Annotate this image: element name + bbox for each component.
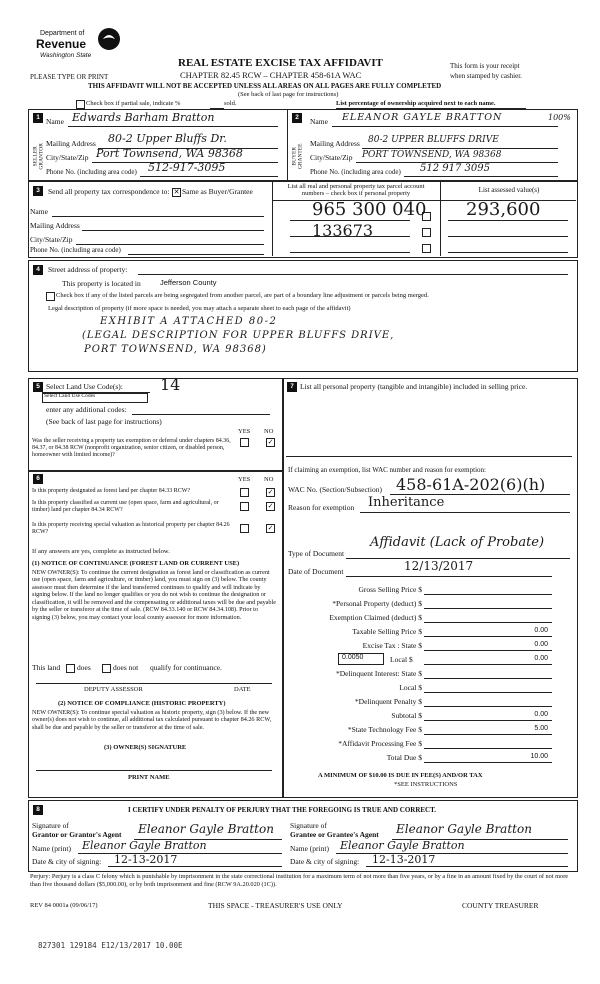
local-rate: 0.0050 bbox=[342, 654, 364, 661]
notice-compliance-title: (2) NOTICE OF COMPLIANCE (HISTORIC PROPERTY) bbox=[58, 700, 226, 707]
partial-sold: sold. bbox=[224, 100, 237, 107]
buyer-mailing[interactable]: 80-2 UPPER BLUFFS DRIVE bbox=[368, 135, 499, 145]
sec5-see-back: (See back of last page for instructions) bbox=[46, 417, 162, 426]
seller-name-label: Name bbox=[46, 117, 64, 126]
sec6-q3: Is this property receiving special valuation as historical property per chapter 84.26 RCW? bbox=[32, 522, 230, 535]
receipt-2: when stamped by cashier. bbox=[450, 72, 522, 80]
grantor-print[interactable]: Eleanor Gayle Bratton bbox=[82, 839, 207, 852]
dor-logo bbox=[36, 30, 126, 70]
land-does-not-checkbox[interactable] bbox=[102, 664, 111, 673]
section-4-badge: 4 bbox=[33, 265, 43, 275]
parcel-3-personal-checkbox[interactable] bbox=[422, 244, 431, 253]
qualify-label: qualify for continuance. bbox=[150, 663, 222, 672]
land-use-value[interactable]: 14 bbox=[160, 375, 181, 394]
wac-label: WAC No. (Section/Subsection) bbox=[288, 485, 382, 494]
delinq-penalty-label: *Delinquent Penalty $ bbox=[354, 697, 422, 706]
print-name-label: PRINT NAME bbox=[128, 774, 170, 781]
form-title: REAL ESTATE EXCISE TAX AFFIDAVIT bbox=[178, 57, 383, 69]
sec6-no: NO bbox=[264, 476, 274, 483]
partial-sale-label: Check box if partial sale, indicate % bbox=[86, 100, 181, 107]
grantee-sig-label-2: Grantee or Grantee's Agent bbox=[290, 830, 379, 839]
exemption-label: If claiming an exemption, list WAC number and reason for exemption: bbox=[288, 466, 486, 474]
form-notice: THIS AFFIDAVIT WILL NOT BE ACCEPTED UNLESS ALL AREAS ON ALL PAGES ARE FULLY COMPLETED bbox=[88, 82, 442, 90]
county-treasurer: COUNTY TREASURER bbox=[462, 901, 539, 910]
section-2-badge: 2 bbox=[292, 113, 302, 123]
grantor-print-label: Name (print) bbox=[32, 844, 71, 853]
legal-line-3[interactable]: PORT TOWNSEND, WA 98368) bbox=[84, 344, 267, 355]
sec6-q2-no[interactable]: ✓ bbox=[267, 502, 274, 510]
cashier-stamp: 827301 129184 E12/13/2017 10.00E bbox=[38, 941, 183, 950]
see-back: (See back of last page for instructions) bbox=[238, 91, 339, 98]
dor-logo-line3: Washington State bbox=[40, 52, 92, 59]
minimum-note-2: *SEE INSTRUCTIONS bbox=[394, 781, 458, 788]
total-value[interactable]: 10.00 bbox=[530, 753, 548, 760]
section-6-badge: 6 bbox=[33, 474, 43, 484]
receipt-1: This form is your receipt bbox=[450, 62, 520, 70]
grantee-signature[interactable]: Eleanor Gayle Bratton bbox=[396, 822, 532, 836]
segregated-checkbox[interactable] bbox=[46, 292, 55, 301]
deputy-date-label: DATE bbox=[234, 686, 251, 693]
section-3-badge: 3 bbox=[33, 186, 43, 196]
list-pct-note: List percentage of ownership acquired next to each name. bbox=[336, 100, 496, 107]
sec5-q1-no[interactable]: ✓ bbox=[267, 438, 274, 446]
assessed-1[interactable]: 293,600 bbox=[466, 199, 541, 220]
owner-signature-title: (3) OWNER(S) SIGNATURE bbox=[104, 744, 187, 751]
wac-value[interactable]: 458-61A-202(6)(h) bbox=[396, 475, 546, 494]
parcel-2-personal-checkbox[interactable] bbox=[422, 228, 431, 237]
legal-label: Legal description of property (if more space is needed, you may attach a separate sheet to each page of the affidavit) bbox=[48, 305, 351, 312]
grantee-print[interactable]: Eleanor Gayle Bratton bbox=[340, 839, 465, 852]
tech-fee-value[interactable]: 5.00 bbox=[534, 725, 548, 732]
land-use-select-text: Select Land Use Codes bbox=[44, 393, 96, 399]
notice-compliance-body: NEW OWNER(S): To continue special valuation as historic property, sign (3) below. If the new owner(s) does not wish to continue, all additional tax calculated pursuant to chapter 84.26 RCW, shall be due and payable by the seller or transferor at the time of sale. bbox=[32, 709, 272, 731]
buyer-phone[interactable]: 512 917 3095 bbox=[420, 163, 490, 174]
sec6-if-yes: If any answers are yes, complete as instructed below. bbox=[32, 548, 170, 555]
sec5-no: NO bbox=[264, 428, 274, 435]
land-does-not-label: does not bbox=[113, 663, 139, 672]
land-does-checkbox[interactable] bbox=[66, 664, 75, 673]
subtotal-label: Subtotal $ bbox=[391, 711, 422, 720]
subtotal-value[interactable]: 0.00 bbox=[534, 711, 548, 718]
parcel-2[interactable]: 133673 bbox=[312, 221, 374, 240]
grantor-signature[interactable]: Eleanor Gayle Bratton bbox=[138, 822, 274, 836]
grantor-sig-label-1: Signature of bbox=[32, 821, 69, 830]
buyer-side-label: BUYER GRANTEE bbox=[291, 143, 304, 170]
seller-mailing-label: Mailing Address bbox=[46, 139, 96, 148]
street-label: Street address of property: bbox=[48, 265, 128, 274]
reason-value[interactable]: Inheritance bbox=[368, 495, 445, 510]
treasurer-space: THIS SPACE - TREASURER'S USE ONLY bbox=[208, 901, 343, 910]
legal-line-2[interactable]: (LEGAL DESCRIPTION FOR UPPER BLUFFS DRIVE, bbox=[82, 330, 395, 341]
taxable-label: Taxable Selling Price $ bbox=[352, 627, 422, 636]
notice-continuance-title: (1) NOTICE OF CONTINUANCE (FOREST LAND OR CURRENT USE) bbox=[32, 560, 240, 567]
form-chapter: CHAPTER 82.45 RCW – CHAPTER 458-61A WAC bbox=[180, 70, 362, 80]
excise-value[interactable]: 0.00 bbox=[534, 641, 548, 648]
buyer-city[interactable]: PORT TOWNSEND, WA 98368 bbox=[362, 150, 502, 160]
sec3-mailing-label: Mailing Address bbox=[30, 221, 80, 230]
doc-type-value[interactable]: Affidavit (Lack of Probate) bbox=[370, 535, 545, 550]
land-use-label: Select Land Use Code(s): bbox=[46, 382, 123, 391]
grantee-date[interactable]: 12-13-2017 bbox=[372, 853, 436, 866]
seller-side-label: SELLER GRANTOR bbox=[32, 143, 45, 170]
sec6-q1-no[interactable]: ✓ bbox=[267, 488, 274, 496]
legal-line-1[interactable]: EXHIBIT A ATTACHED 80-2 bbox=[100, 316, 278, 327]
total-label: Total Due $ bbox=[386, 753, 422, 762]
sec5-yes: YES bbox=[238, 428, 251, 435]
sec3-city-label: City/State/Zip bbox=[30, 235, 73, 244]
seller-phone-label: Phone No. (including area code) bbox=[46, 168, 137, 176]
grantor-date[interactable]: 12-13-2017 bbox=[114, 853, 178, 866]
sec3-phone-label: Phone No. (including area code) bbox=[30, 246, 121, 254]
assessed-header: List assessed value(s) bbox=[478, 186, 540, 194]
section-8-badge: 8 bbox=[33, 805, 43, 815]
personal-label: *Personal Property (deduct) $ bbox=[332, 599, 422, 608]
delinq-local-label: Local $ bbox=[399, 683, 422, 692]
rev-number: REV 84 0001a (09/06/17) bbox=[30, 902, 98, 909]
please-type: PLEASE TYPE OR PRINT bbox=[30, 73, 109, 81]
sec6-q1-yes[interactable] bbox=[240, 488, 249, 497]
buyer-name-label: Name bbox=[310, 117, 328, 126]
grantor-date-label: Date & city of signing: bbox=[32, 857, 102, 866]
land-does-label: does bbox=[77, 663, 91, 672]
buyer-mailing-label: Mailing Address bbox=[310, 139, 360, 148]
same-as-buyer-label: Same as Buyer/Grantee bbox=[182, 187, 253, 196]
sec6-q1: Is this property designated as forest land per chapter 84.33 RCW? bbox=[32, 488, 191, 494]
dor-logo-mark-icon bbox=[96, 26, 122, 52]
sec5-q1: Was the seller receiving a property tax exemption or deferral under chapters 84.36, 84.37, or 84.38 RCW (nonprofit organization, senior citizen, or disabled person, homeowner with limited income)? bbox=[32, 438, 231, 458]
segregated-label: Check box if any of the listed parcels are being segregated from another parcel, are part of a boundary line adjustment or parcels being merged. bbox=[56, 292, 429, 299]
located-label: This property is located in bbox=[62, 279, 141, 288]
grantee-print-label: Name (print) bbox=[290, 844, 329, 853]
this-land-label: This land bbox=[32, 663, 61, 672]
doc-date-label: Date of Document bbox=[288, 567, 344, 576]
list-personal-label: List all personal property (tangible and intangible) included in selling price. bbox=[300, 382, 528, 391]
buyer-phone-label: Phone No. (including area code) bbox=[310, 168, 401, 176]
sec5-q1-yes[interactable] bbox=[240, 438, 249, 447]
tech-fee-label: *State Technology Fee $ bbox=[347, 725, 422, 734]
dor-logo-line1: Department of bbox=[40, 30, 85, 37]
seller-name[interactable]: Edwards Barham Bratton bbox=[72, 111, 215, 124]
gross-label: Gross Selling Price $ bbox=[358, 585, 422, 594]
deputy-assessor-label: DEPUTY ASSESSOR bbox=[84, 686, 143, 693]
processing-label: *Affidavit Processing Fee $ bbox=[338, 739, 422, 748]
doc-date-value[interactable]: 12/13/2017 bbox=[404, 559, 474, 573]
grantee-date-label: Date & city of signing: bbox=[290, 857, 360, 866]
local-label: Local $ bbox=[390, 655, 413, 664]
seller-city[interactable]: Port Townsend, WA 98368 bbox=[96, 147, 243, 160]
parcels-header: List all real and personal property tax parcel account numbers – check box if personal property bbox=[287, 183, 425, 198]
excise-label: Excise Tax : State $ bbox=[362, 641, 422, 650]
doc-type-label: Type of Document bbox=[288, 549, 345, 558]
dor-logo-line2: Revenue bbox=[36, 37, 87, 51]
sec6-q2-yes[interactable] bbox=[240, 502, 249, 511]
sec6-q2: Is this property classified as current use (open space, farm and agricultural, or timber) land per chapter 84.34 RCW? bbox=[32, 500, 219, 513]
seller-phone[interactable]: 512-917-3095 bbox=[148, 161, 226, 174]
local-value[interactable]: 0.00 bbox=[534, 655, 548, 662]
delinq-state-label: *Delinquent Interest: State $ bbox=[335, 669, 422, 678]
seller-city-label: City/State/Zip bbox=[46, 153, 89, 162]
buyer-city-label: City/State/Zip bbox=[310, 153, 353, 162]
same-as-buyer-checkbox[interactable]: ✕ bbox=[173, 188, 180, 196]
buyer-name[interactable]: ELEANOR GAYLE BRATTON bbox=[342, 112, 503, 123]
grantor-sig-label-2: Grantor or Grantor's Agent bbox=[32, 830, 122, 839]
additional-codes-label: enter any additional codes: bbox=[46, 405, 127, 414]
parcel-1[interactable]: 965 300 040 bbox=[312, 199, 427, 220]
notice-continuance-body: NEW OWNER(S): To continue the current designation as forest land or classification as current use (open space, farm and agriculture, or timber) land, you must sign on (3) below. The county assessor must then determine if the land transferred continues to qualify and will indicate by signing below. If the land no longer qualifies or you do not wish to continue the designation or classification, it will be removed and the compensating or additional taxes will be due and payable by the seller or transferor at the time of sale. (RCW 84.33.140 or RCW 84.34.108). Prior to signing (3) below, you may contact your local county assessor for more information. bbox=[32, 569, 276, 621]
section-1-badge: 1 bbox=[33, 113, 43, 123]
sec6-yes: YES bbox=[238, 476, 251, 483]
send-correspondence-label: Send all property tax correspondence to: bbox=[48, 187, 170, 196]
buyer-pct[interactable]: 100% bbox=[548, 113, 571, 122]
perjury-text: Perjury: Perjury is a class C felony which is punishable by imprisonment in the state correctional institution for a maximum term of not more than five years, or by a fine in an amount fixed by the court of not more than five thousand dollars ($5,000.00), or by both imprisonment and fine (RCW 9A.20.020 (1C)). bbox=[30, 873, 569, 889]
minimum-note-1: A MINIMUM OF $10.00 IS DUE IN FEE(S) AND/OR TAX bbox=[318, 772, 483, 779]
partial-sale-checkbox[interactable] bbox=[76, 100, 85, 109]
sec3-name-label: Name bbox=[30, 207, 48, 216]
certify-text: I CERTIFY UNDER PENALTY OF PERJURY THAT THE FOREGOING IS TRUE AND CORRECT. bbox=[128, 806, 437, 814]
reason-label: Reason for exemption bbox=[288, 503, 355, 512]
section-7-box bbox=[282, 378, 578, 798]
sec6-q3-no[interactable]: ✓ bbox=[267, 524, 274, 532]
seller-mailing[interactable]: 80-2 Upper Bluffs Dr. bbox=[108, 132, 227, 145]
sec6-q3-yes[interactable] bbox=[240, 524, 249, 533]
exemption-claimed-label: Exemption Claimed (deduct) $ bbox=[329, 613, 422, 622]
taxable-value[interactable]: 0.00 bbox=[534, 627, 548, 634]
section-5-badge: 5 bbox=[33, 382, 43, 392]
section-7-badge: 7 bbox=[287, 382, 297, 392]
grantee-sig-label-1: Signature of bbox=[290, 821, 327, 830]
county[interactable]: Jefferson County bbox=[160, 278, 217, 287]
